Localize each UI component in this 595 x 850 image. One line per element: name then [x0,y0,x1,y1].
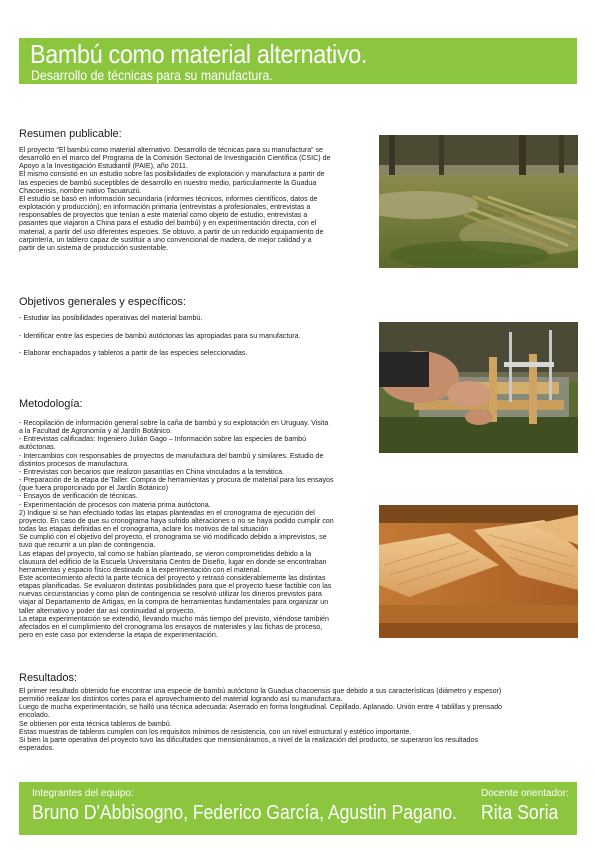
text-line: Estas muestras de tableros cumplen con los requisitos mínimos de resistencia, con un nivel estructural y estético importante. [19,727,412,736]
text-line: explotación y producción); en información primaria (entrevistas a profesionales, entrevistas a [19,203,311,212]
resultados-body [19,687,502,752]
objetivo-item: - Elaborar enchapados y tableros a partir de las especies seleccionadas. [19,349,248,357]
title-banner [19,38,577,84]
text-line: - Intercambios con responsables de proyectos de manufactura del bambú y similares. Estudio de [19,451,324,460]
text-line: distintos procesos de manufactura. [19,459,130,468]
bamboo-canes-photo [379,135,578,268]
tutor-label: Docente orientador: [481,788,569,799]
resumen-body [19,146,330,252]
text-line: nuevas circunstancias y como plan de contingencia se resolvió utilizar los dineros previstos para [19,590,322,599]
objetivo-item: - Estudiar las posibilidades operativas del material bambú. [19,314,203,322]
resumen-heading: Resumen publicable: [19,128,122,140]
text-line: pero en este caso por extenderse la etapa de experimentación. [19,631,218,640]
tutor-name: Rita Soria [481,802,559,824]
text-line: Chacoensis, nombre nativo Tacuaruzú. [19,186,142,195]
text-line: - Entrevistas calificadas: Ingeniero Julián Gago – Información sobre las especies de bambú [19,435,307,444]
team-label: Integrantes del equipo: [32,788,134,799]
bamboo-boards-image [379,505,578,638]
text-line: taller alternativo y poder dar así continuidad al proyecto. [19,606,196,615]
text-line: La etapa experimentación se extendió, llevando mucho más tiempo del previsto, viéndose también [19,614,329,623]
footer-banner [19,782,577,835]
text-line: Si bien la parte operativa del proyecto tuvo las dificultades que mensionáramos, a nivel de la realización del producto, se superaron los resultados [19,735,478,744]
text-line: - Entrevistas con becarios que realizon pasantías en China vinculados a la temática. [19,467,284,476]
text-line: 2) Indique si se han efectuado todas las etapas planteadas en el cronograma de ejecución del [19,508,315,517]
text-line: pasantes que viajaron a China para el estudio del bambú) y en experimentación directa, con el [19,219,317,228]
text-line: El estudio se basó en información secundaria (informes técnicos, informes científicos, datos de [19,194,318,203]
workshop-clamping-photo [379,322,578,453]
metodologia-body [19,419,334,639]
text-line: - Recopilación de información general sobre la caña de bambú y su explotación en Uruguay. Visita [19,419,329,427]
text-line: carpintería, un tablero capaz de sustituir a uno convencional de madera, de mejor calidad y a [19,235,312,244]
text-line: afectados en el cumplimiento del cronograma los ensayos de materiales y las fichas de proceso, [19,622,323,631]
text-line: proyecto. En caso de que su cronograma haya sufrido alteraciones o no se haya podido cumplir con [19,516,334,525]
bamboo-boards-photo [379,505,578,638]
text-line: etapas planificadas. Se evaluaron distintas posibilidades para que el proyecto fuese factible con las [19,582,332,591]
text-line: El mismo consistió en un estudio sobre las posibilidades de explotación y manufactura a partir de [19,170,325,179]
text-line: Se cumplió con el objetivo del proyecto, el cronograma se vió modificado debido a imprevistos, se [19,533,327,542]
text-line: - Ensayos de verificación de técnicas. [19,492,138,501]
text-line: responsables de proyectos que tenían a este material como objeto de estudio, entrevistas a [19,211,308,220]
text-line: El primer resultado obtenido fue encontrar una especie de bambú autóctono la Guadua chacoensis que debido a sus características (diámetro y espesor) [19,687,502,695]
text-line: todas las etapas definidas en el cronograma, aclare los motivos de tal situación [19,525,269,534]
text-line: desarrolló en el marco del Programa de la Comisión Sectorial de Investigación Científica (CSIC) de [19,154,331,163]
objetivos-heading: Objetivos generales y específicos: [19,296,186,308]
objetivo-item: - Identificar entre las especies de bambú autóctonas las apropiadas para su manufactura. [19,332,301,340]
workshop-clamping-image [379,322,578,453]
text-line: viajar al Departamento de Artigas, en la compra de herramientas fundamentales para organizar un [19,598,329,607]
resultados-heading: Resultados: [19,672,78,684]
page-title: Bambú como material alternativo. [30,39,368,69]
text-line: Las etapas del proyecto, tal como se habían planteado, se vieron comprometidas debido a la [19,549,312,558]
metodologia-heading: Metodología: [19,398,83,410]
text-line: a la Facultad de Agronomía y al Jardín Botánico. [19,427,173,436]
text-line: partir de un sistema de producción sustentable. [19,243,169,252]
text-line: permitió realizar los distintos cortes para el aprovechamiento del material logrando así su manufactura. [19,695,343,704]
text-line: Luego de mucha experimentación, se halló una técnica adecuada: Aserrado en forma longitudinal. Cepillado. Aplanado. Unión entre 4 tablillas y prensado [19,703,503,712]
text-line: (que fuera proporcinado por el Jardín Botánico) [19,484,169,493]
text-line: clausura del edificio de la Escuela Universitaria Centro de Diseño, lugar en donde se encontraban [19,557,327,566]
text-line: material, a partir del uso diferentes especies. Se obtuvo, a partir de un reducido equipamiento de [19,227,324,236]
text-line: Apoyo a la Investigación Estudiantil (PAIE), año 2011. [19,162,188,171]
text-line: esperados. [19,744,55,753]
bamboo-canes-image [379,135,578,268]
page-subtitle: Desarrollo de técnicas para su manufactura. [31,67,273,83]
text-line: - Experimentación de procesos con materia prima autóctona. [19,500,211,509]
team-names: Bruno D'Abbisogno, Federico García, Agustin Pagano. [32,802,458,824]
text-line: tuvo que recurrir a un plan de contingencia. [19,541,156,550]
text-line: herramientas y espacio físico destinado a la experimentación con el material. [19,565,262,574]
text-line: El proyecto “El bambú como material alternativo. Desarrollo de técnicas para su manufactura” se [19,146,323,154]
text-line: encolado. [19,711,50,720]
text-line: - Preparación de la etapa de Taller. Compra de herramientas y procura de material para los ensayos [19,476,334,485]
text-line: Se obtienen por esta técnica tableros de bambú. [19,719,172,728]
text-line: las especies de bambú suceptibles de desarrollo en nuestro medio, particularmente la Guadua [19,178,317,187]
text-line: autóctonas. [19,443,56,452]
text-line: Este acontecimiento afectó la parte técnica del proyecto y retrasó considerablemente las distintas [19,573,326,582]
